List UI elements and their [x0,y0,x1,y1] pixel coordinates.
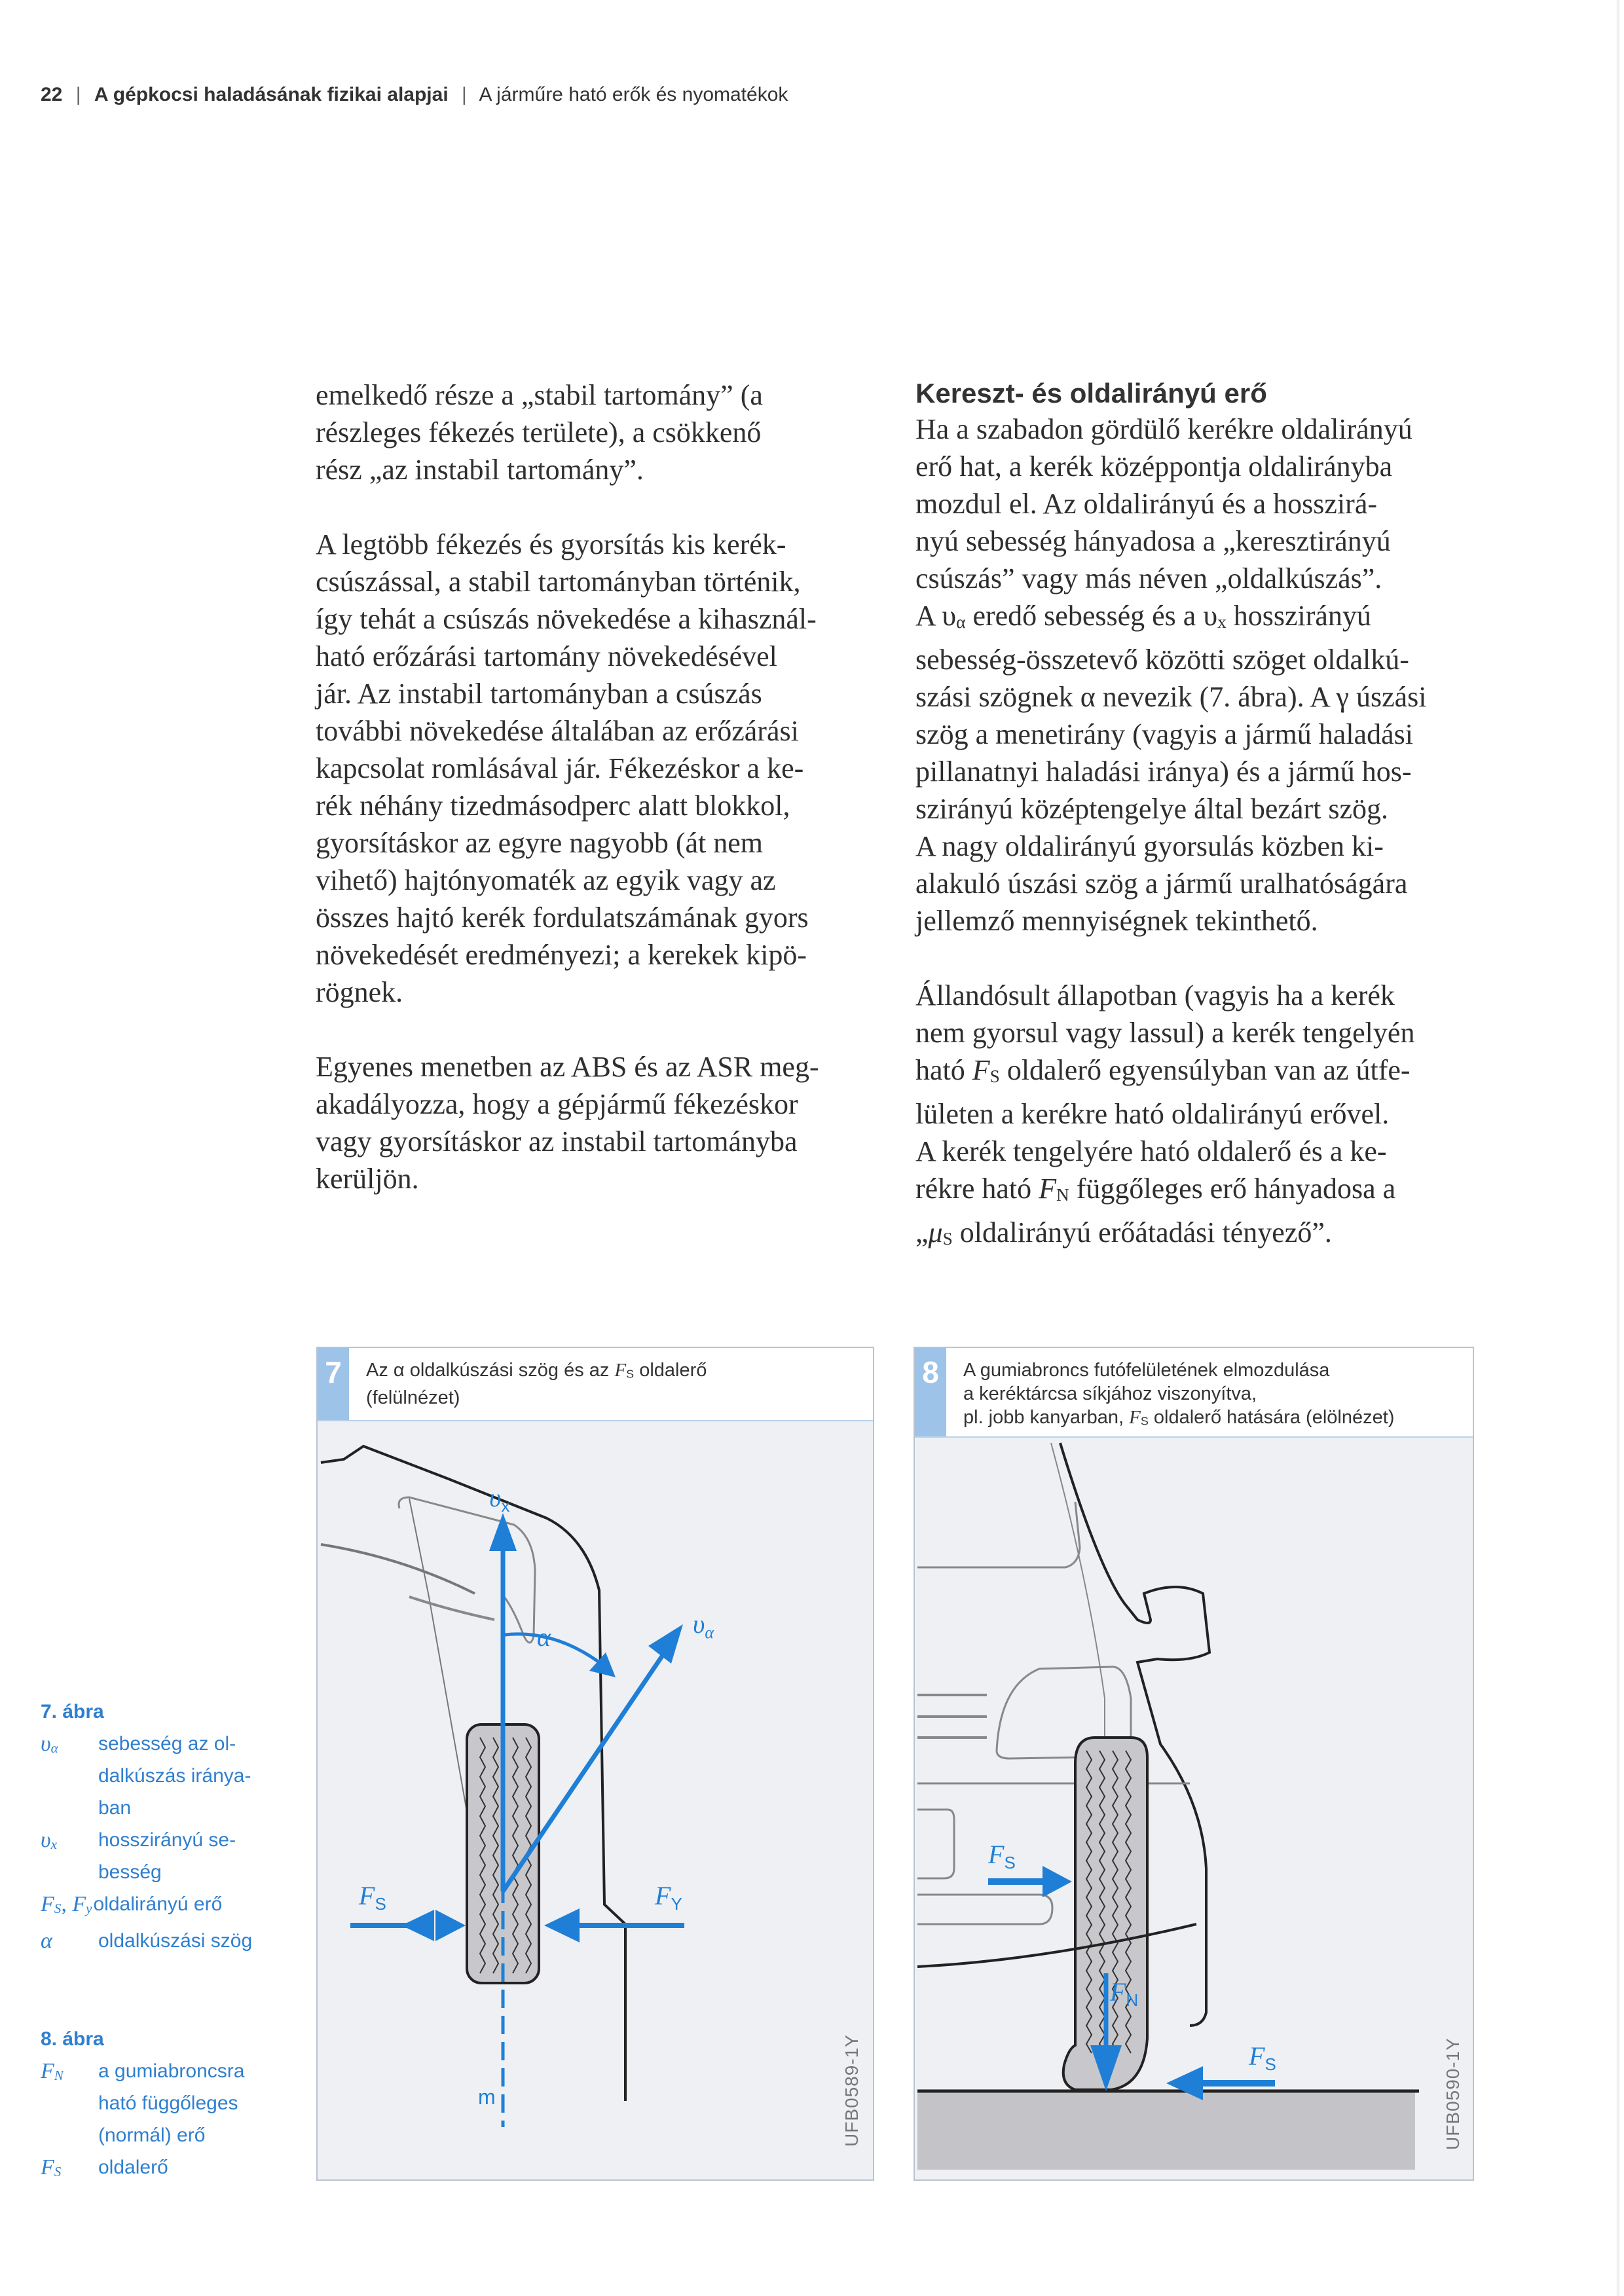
text: függőleges erő hányadosa a [1069,1173,1396,1205]
text-line: növekedését eredményezi; a kerekek kipö- [316,939,807,971]
symbol-alpha: α [393,1360,405,1381]
text-line: kapcsolat romlásával jár. Fékezéskor a ke- [316,752,804,784]
paragraph [915,977,1485,1258]
text-line: Egyenes menetben az ABS és az ASR meg- [316,1051,819,1083]
text-line: hosszirányú se- [98,1829,236,1851]
text-line: összes hajtó kerék fordulatszámának gyors [316,902,809,934]
legend-description [98,1728,251,1824]
legend-item [41,1824,276,1888]
text-line: rék néhány tizedmásodperc alatt blokkol, [316,790,790,822]
symbol-f: F [614,1360,627,1381]
legend-symbol [41,2055,98,2151]
text: oldalirányú erőátadási tényező”. [952,1216,1332,1249]
paragraph [915,410,1485,939]
text-line: oldalerő [98,2157,168,2178]
text-line: oldalirányú erő [93,1893,223,1915]
text-line: Állandósult állapotban (vagyis ha a kerék [915,979,1395,1012]
text-line: sebesség-összetevő közötti szöget oldalkú- [915,644,1409,676]
subscript: S [626,1367,635,1381]
left-text-column [316,376,892,1235]
figure-number-tab: 8 [915,1348,946,1436]
text-line: jellemző mennyiségnek tekinthető. [915,905,1318,938]
text-line: alakuló úszási szög a jármű uralhatóságára [915,867,1408,900]
wheel-top-view-diagram [318,1420,873,2179]
legend-title: 7. ábra [41,1701,104,1722]
text-line: oldalkúszási szög [98,1930,253,1952]
text: rékre ható [915,1173,1039,1205]
symbol: υ [41,1732,51,1756]
text: hosszirányú [1226,600,1371,632]
text-line: szög a menetirány (vagyis a jármű haladási [915,718,1413,751]
symbol: F [41,1892,54,1916]
text-line: csúszás” vagy más néven „oldalkúszás”. [915,562,1382,594]
subscript: N [1056,1185,1069,1205]
text-line: nem gyorsul vagy lassul) a kerék tengelyén [915,1017,1415,1049]
text-line: gyorsításkor az egyre nagyobb (át nem [316,827,763,859]
text-line: rész „az instabil tartomány”. [316,454,644,486]
figure-7 [316,1347,874,2181]
figure-8 [913,1347,1474,2181]
text-line: vagy gyorsításkor az instabil tartományba [316,1125,798,1157]
subscript: N [54,2068,64,2084]
symbol-f: F [972,1054,990,1087]
subscript: S [54,1901,62,1917]
legend-symbol [41,1824,98,1888]
text-line: lületen a kerékre ható oldalirányú erővel. [915,1098,1390,1131]
figure-8-legend [41,2023,276,2188]
subscript: α [50,1740,58,1757]
text-line: részleges fékezés területe), a csökkenő [316,416,762,448]
legend-description [98,2055,244,2151]
legend-symbol: FS, Fy [41,1892,92,1917]
symbol-f: F [1039,1173,1057,1205]
label-fs-top: $F_S$ [988,1840,1016,1872]
text: oldalkúszási szög és az [404,1360,615,1381]
legend-description [98,2151,168,2188]
tire-front-view-diagram [915,1436,1473,2179]
text-line: ható erőzárási tartomány növekedésével [316,640,777,672]
text-line: erő hat, a kerék középpontja oldalirányba [915,450,1393,483]
figure-caption [915,1348,1473,1438]
figure-caption [318,1348,873,1421]
caption-line: A gumiabroncs futófelületének elmozdulása [963,1360,1330,1381]
figure-number-tab: 7 [318,1348,349,1420]
symbol: α [41,1929,52,1954]
subscript: S [942,1229,953,1249]
symbol: F [41,2155,54,2179]
legend-item [41,2151,276,2188]
paragraph [316,526,892,1011]
subscript: x [50,1836,57,1853]
label-fs-bottom: $F_S$ [1249,2041,1276,2074]
text-line: szási szögnek α nevezik (7. ábra). A γ úszási [915,681,1427,714]
text-line: mozdul el. Az oldalirányú és a hosszirá- [915,488,1378,520]
legend-description [93,1888,222,1925]
label-m: m [478,2085,496,2109]
text-line [915,1170,1485,1214]
text-line: szirányú középtengelye által bezárt szög. [915,793,1389,826]
label-alpha: α [537,1622,551,1652]
page-number: 22 [41,84,63,105]
legend-symbol [41,1728,98,1824]
text: oldalerő hatására (elölnézet) [1148,1407,1395,1428]
legend-description [98,1824,236,1888]
figure-7-legend [41,1696,276,1957]
legend-item [41,2055,276,2151]
caption-line: (felülnézet) [366,1387,460,1408]
text-line: csúszással, a stabil tartományban történik, [316,566,801,598]
symbol-v: υ [942,600,957,632]
symbol-f: F [1129,1407,1141,1428]
text: „ [915,1216,929,1249]
section-heading: Kereszt- és oldalirányú erő [915,378,1267,409]
legend-item [41,1728,276,1824]
text-line: akadályozza, hogy a gépjármű fékezéskor [316,1088,798,1120]
header-divider: | [462,84,467,105]
symbol: F [41,2059,54,2083]
section-title: A járműre ható erők és nyomatékok [479,84,788,105]
label-vx: $\upsilon_x$ [489,1483,510,1516]
paragraph [316,1048,892,1197]
text-line: a gumiabroncsra [98,2060,245,2082]
figure-caption-text [946,1348,1394,1436]
text: oldalerő [634,1360,707,1381]
text-line: ható függőleges [98,2092,238,2114]
text-line: (normál) erő [98,2124,206,2146]
symbol-mu: μ [928,1216,943,1249]
text-line: pillanatnyi haladási iránya) és a jármű hos- [915,756,1412,788]
text: Az [366,1360,394,1381]
chapter-title: A gépkocsi haladásának fizikai alapjai [94,84,449,105]
symbol-v: υ [1203,600,1218,632]
text-line: emelkedő része a „stabil tartomány” (a [316,379,763,411]
paragraph [316,376,892,488]
subscript: x [1217,612,1227,632]
symbol: υ [41,1828,51,1852]
text-line: jár. Az instabil tartományban a csúszás [316,678,762,710]
legend-title: 8. ábra [41,2028,104,2050]
text-line: vihető) hajtónyomaték az egyik vagy az [316,864,776,896]
text-line: további növekedése általában az erőzárási [316,715,799,747]
figure-code: UFB0590-1Y [1443,2037,1463,2150]
text-line: A kerék tengelyére ható oldalerő és a ke- [915,1135,1387,1168]
text-line: dalkúszás iránya- [98,1765,251,1787]
text-line: rögnek. [316,976,403,1008]
page-edge-shadow [1616,0,1620,2296]
text: ható [915,1054,972,1087]
text-line: ban [98,1797,132,1819]
subscript: y [86,1901,92,1917]
caption-line [963,1406,1394,1433]
label-fy: $F_Y$ [655,1881,682,1914]
right-text-column [915,376,1485,1295]
header-divider: | [75,84,81,105]
label-va: $\upsilon_\alpha$ [693,1609,714,1642]
text: A [915,600,942,632]
text-line: sebesség az ol- [98,1733,236,1755]
caption-line [366,1358,707,1386]
subscript: S [1140,1414,1149,1428]
text-line [915,597,1485,641]
label-fs: $F_S$ [359,1881,386,1914]
text-line [915,1051,1485,1095]
text: pl. jobb kanyarban, [963,1407,1130,1428]
text-line: így tehát a csúszás növekedése a kihasznál- [316,603,817,635]
text-line: besség [98,1861,162,1883]
text: eredő sebesség és a [965,600,1204,632]
running-header [41,84,788,106]
figure-code: UFB0589-1Y [841,2034,862,2147]
legend-symbol [41,2151,98,2188]
legend-item [41,1925,276,1957]
text-line: kerüljön. [316,1163,419,1195]
legend-item [41,1888,276,1925]
subscript: S [54,2164,62,2180]
text-line: Ha a szabadon gördülő kerékre oldalirányú [915,413,1412,445]
label-fn: $F_N$ [1110,1977,1139,2010]
subscript: S [989,1066,1000,1087]
text: oldalerő egyensúlyban van az útfe- [999,1054,1411,1087]
figure-caption-text [349,1348,707,1420]
text-line: A nagy oldalirányú gyorsulás közben ki- [915,830,1384,863]
legend-description [98,1925,252,1957]
caption-line: a keréktárcsa síkjához viszonyítva, [963,1383,1257,1404]
text-line: A legtöbb fékezés és gyorsítás kis kerék- [316,528,786,560]
text-line [915,1214,1485,1258]
subscript: α [956,612,966,632]
legend-symbol [41,1925,98,1957]
symbol: F [72,1892,86,1916]
text-line: nyú sebesség hányadosa a „keresztirányú [915,525,1391,557]
